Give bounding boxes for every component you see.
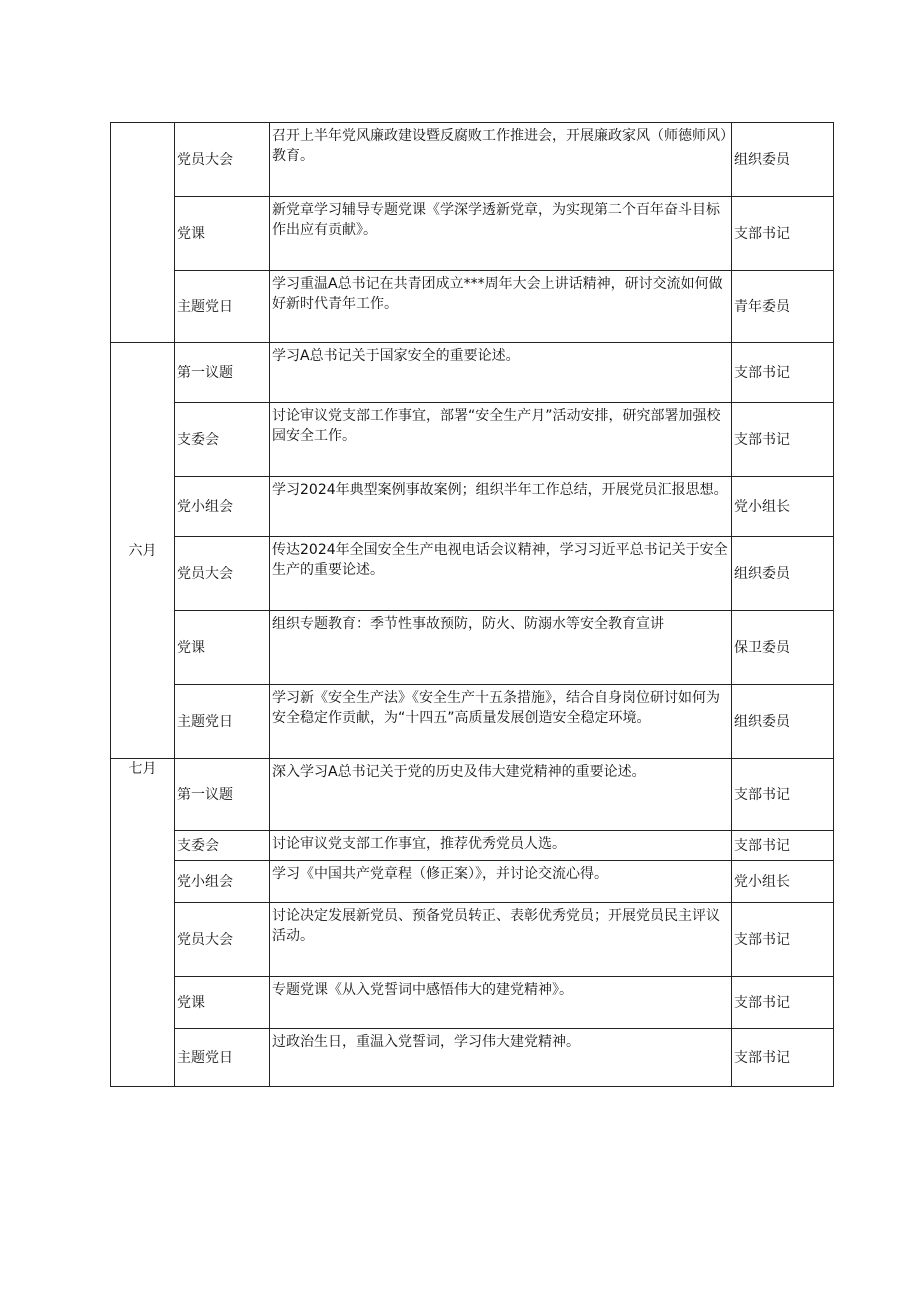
activity-type-cell: 主题党日	[175, 685, 270, 759]
activity-type-cell: 党课	[175, 197, 270, 271]
content-cell: 学习新《安全生产法》《安全生产十五条措施》，结合自身岗位研讨如何为安全稳定作贡献，为“十四五”高质量发展创造安全稳定环境。	[270, 685, 732, 759]
activity-type-cell: 支委会	[175, 831, 270, 861]
table-row	[111, 537, 834, 611]
responsible-cell: 党小组长	[732, 477, 834, 537]
responsible-cell: 青年委员	[732, 271, 834, 343]
activity-type-cell: 党小组会	[175, 861, 270, 903]
month-cell: 六月	[111, 343, 175, 759]
month-cell	[111, 123, 175, 343]
table-row	[111, 271, 834, 343]
activity-type-cell: 党员大会	[175, 903, 270, 977]
table-row	[111, 759, 834, 831]
content-cell: 讨论决定发展新党员、预备党员转正、表彰优秀党员；开展党员民主评议活动。	[270, 903, 732, 977]
content-cell: 学习2024年典型案例事故案例；组织半年工作总结，开展党员汇报思想。	[270, 477, 732, 537]
table-row	[111, 977, 834, 1029]
responsible-cell: 支部书记	[732, 977, 834, 1029]
content-cell: 过政治生日，重温入党誓词，学习伟大建党精神。	[270, 1029, 732, 1087]
table-row	[111, 197, 834, 271]
activity-type-cell: 党员大会	[175, 123, 270, 197]
activity-type-cell: 党员大会	[175, 537, 270, 611]
responsible-cell: 组织委员	[732, 123, 834, 197]
activity-type-cell: 支委会	[175, 403, 270, 477]
activity-type-cell: 主题党日	[175, 1029, 270, 1087]
content-cell: 学习A总书记关于国家安全的重要论述。	[270, 343, 732, 403]
content-cell: 召开上半年党风廉政建设暨反腐败工作推进会，开展廉政家风（师德师风）教育。	[270, 123, 732, 197]
table-row	[111, 903, 834, 977]
responsible-cell: 支部书记	[732, 343, 834, 403]
activity-type-cell: 第一议题	[175, 759, 270, 831]
table-row	[111, 403, 834, 477]
activity-type-cell: 党课	[175, 611, 270, 685]
content-cell: 学习重温A总书记在共青团成立***周年大会上讲话精神，研讨交流如何做好新时代青年工作。	[270, 271, 732, 343]
activity-type-cell: 主题党日	[175, 271, 270, 343]
responsible-cell: 组织委员	[732, 537, 834, 611]
responsible-cell: 支部书记	[732, 903, 834, 977]
work-plan-table	[110, 122, 834, 1087]
table-row	[111, 611, 834, 685]
responsible-cell: 支部书记	[732, 1029, 834, 1087]
responsible-cell: 保卫委员	[732, 611, 834, 685]
table-row	[111, 477, 834, 537]
table-row	[111, 1029, 834, 1087]
content-cell: 传达2024年全国安全生产电视电话会议精神，学习习近平总书记关于安全生产的重要论述。	[270, 537, 732, 611]
activity-type-cell: 党课	[175, 977, 270, 1029]
content-cell: 讨论审议党支部工作事宜，部署“安全生产月”活动安排，研究部署加强校园安全工作。	[270, 403, 732, 477]
table-row	[111, 831, 834, 861]
content-cell: 深入学习A总书记关于党的历史及伟大建党精神的重要论述。	[270, 759, 732, 831]
table-row	[111, 343, 834, 403]
activity-type-cell: 第一议题	[175, 343, 270, 403]
content-cell: 组织专题教育：季节性事故预防，防火、防溺水等安全教育宣讲	[270, 611, 732, 685]
responsible-cell: 支部书记	[732, 197, 834, 271]
responsible-cell: 支部书记	[732, 759, 834, 831]
responsible-cell: 党小组长	[732, 861, 834, 903]
responsible-cell: 支部书记	[732, 403, 834, 477]
content-cell: 学习《中国共产党章程（修正案）》，并讨论交流心得。	[270, 861, 732, 903]
table-row	[111, 123, 834, 197]
month-cell: 七月	[111, 759, 175, 1087]
responsible-cell: 支部书记	[732, 831, 834, 861]
content-cell: 新党章学习辅导专题党课《学深学透新党章，为实现第二个百年奋斗目标作出应有贡献》。	[270, 197, 732, 271]
table-row	[111, 685, 834, 759]
responsible-cell: 组织委员	[732, 685, 834, 759]
table-row	[111, 861, 834, 903]
content-cell: 专题党课《从入党誓词中感悟伟大的建党精神》。	[270, 977, 732, 1029]
activity-type-cell: 党小组会	[175, 477, 270, 537]
content-cell: 讨论审议党支部工作事宜，推荐优秀党员人选。	[270, 831, 732, 861]
